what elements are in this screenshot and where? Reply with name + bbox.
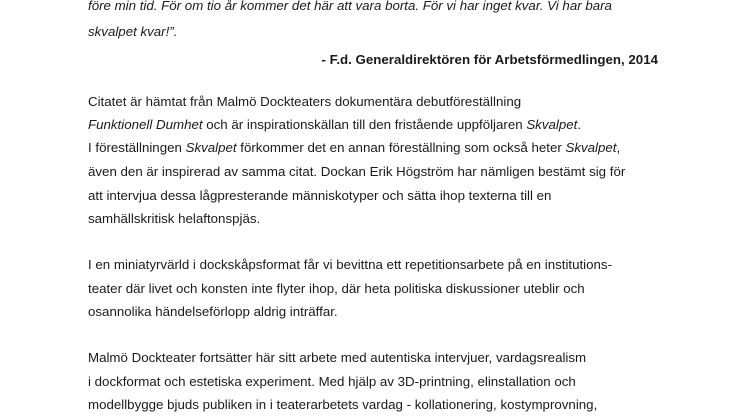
paragraph-3-line-2: i dockformat och estetiska experiment. Med hjälp av 3D-printning, elinstallation och [88,374,576,389]
paragraph-1-line-2 [88,117,581,133]
paragraph-3-line-1: Malmö Dockteater fortsätter här sitt arbete med autentiska intervjuer, vardagsrealism [88,350,587,365]
paragraph-1-line-3 [88,140,620,156]
quote-attribution: - F.d. Generaldirektören för Arbetsförmedlingen, 2014 [321,52,658,67]
paragraph-1-line-3-end: , [616,140,621,155]
title-skvalpet: Skvalpet [565,140,617,155]
paragraph-1-line-4: även den är inspirerad av samma citat. Dockan Erik Högström har nämligen bestämt sig för [88,164,626,179]
paragraph-1-line-3-mid: förkommer det en annan föreställning som också heter [236,140,566,155]
paragraph-1-line-2-end: . [577,117,582,132]
paragraph-1-line-2-text: och är inspirationskällan till den fristående uppföljaren [202,117,527,132]
title-skvalpet: Skvalpet [526,117,578,132]
paragraph-1-line-1: Citatet är hämtat från Malmö Dockteaters dokumentära debutföreställning [88,94,522,109]
paragraph-3-line-3: modellbygge bjuds publiken in i teaterarbetets vardag - kollationering, kostymprovning, [88,397,598,412]
paragraph-1-line-5: att intervjua dessa lågpresterande människotyper och sätta ihop texterna till en [88,188,552,203]
paragraph-2-line-1: I en miniatyrvärld i dockskåpsformat får vi bevittna ett repetitionsarbete på en institutions- [88,257,612,272]
paragraph-2-line-3: osannolika händelseförlopp aldrig inträffar. [88,304,338,319]
paragraph-1-line-6: samhällskritisk helaftonspjäs. [88,211,261,226]
paragraph-1-line-3-start: I föreställningen [88,140,186,155]
title-funktionell-dumhet: Funktionell Dumhet [88,117,203,132]
paragraph-2-line-2: teater där livet och konsten inte flyter ihop, där heta politiska diskussioner uteblir och [88,281,585,296]
quote-line-2: skvalpet kvar!”. [88,24,178,39]
title-skvalpet: Skvalpet [185,140,237,155]
quote-line-1: före min tid. För om tio år kommer det här att vara borta. För vi har inget kvar. Vi har bara [88,0,612,13]
